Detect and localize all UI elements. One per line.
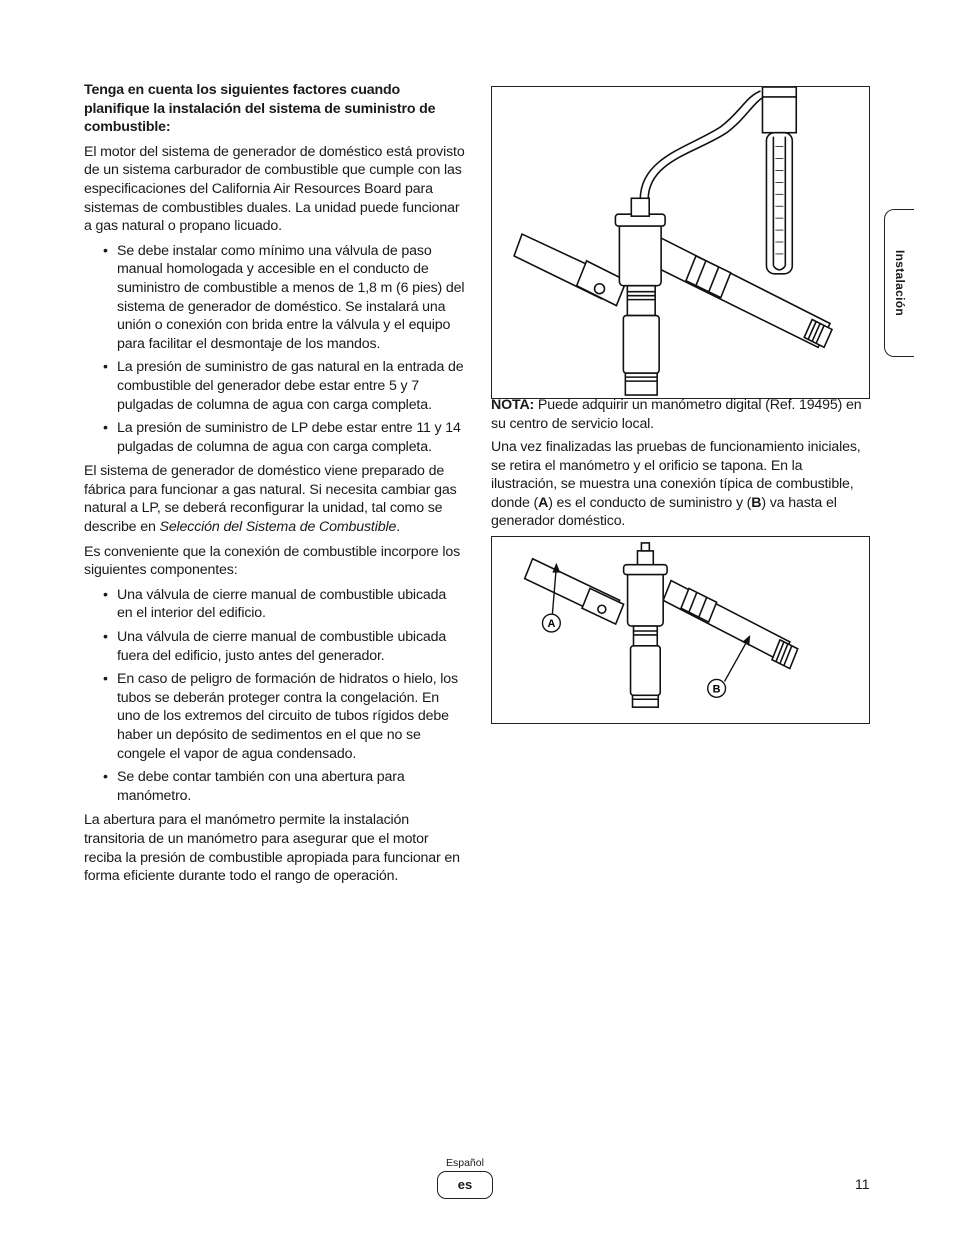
list-item: • Una válvula de cierre manual de combustible ubicada fuera del edificio, justo antes del generador. (84, 628, 465, 665)
list-item: • Se debe contar también con una abertura para manómetro. (84, 768, 465, 805)
list-item: • En caso de peligro de formación de hidratos o hielo, los tubos se deberán proteger contra la congelación. En uno de los extremos del circuito de tubos rígidos debe haber un depósito de sedimentos en el que no se congele el vapor de agua condensado. (84, 670, 465, 763)
label-a: A (538, 494, 549, 511)
fuel-connection-illustration (491, 536, 870, 724)
page-number: 11 (855, 1176, 870, 1192)
requirements-list (84, 242, 465, 457)
left-column (84, 81, 465, 892)
note-text: Puede adquirir un manómetro digital (Ref. 19495) en su centro de servicio local. (491, 397, 862, 432)
language-badge: es (437, 1171, 493, 1199)
paragraph-manometer: La abertura para el manómetro permite la instalación transitoria de un manómetro para asegurar que el motor reciba la presión de combustible apropiada para funcionar en forma eficiente durante todo el rango de operación. (84, 812, 460, 885)
paragraph-intro: El motor del sistema de generador de doméstico está provisto de un sistema carburador de combustible que cumple con las especificaciones del California Air Resources Board para sistemas de combustibles duales. La unidad puede funcionar a gas natural o propano licuado. (84, 143, 465, 235)
list-item: • La presión de suministro de gas natural en la entrada de combustible del generador debe estar entre 5 y 7 pulgadas de columna de agua con carga completa. (84, 358, 465, 414)
footer-language: Español (446, 1157, 484, 1169)
callout-a: A (547, 618, 556, 631)
label-b: B (751, 494, 762, 511)
components-list (84, 586, 465, 806)
callout-b: B (712, 683, 721, 696)
section-heading: Tenga en cuenta los siguientes factores cuando planifique la instalación del sistema de suministro de combustible: (84, 82, 436, 136)
section-tab-label: Instalación (892, 250, 907, 316)
paragraph-connection: Una vez finalizadas las pruebas de funcionamiento iniciales, se retira el manómetro y el orificio se tapona. En la ilustración, se muestra una conexión típica de combustible, donde (A) es el conducto de suministro y (B) va hasta el generador doméstico. (491, 439, 861, 530)
list-item: • Se debe instalar como mínimo una válvula de paso manual homologada y accesible en el conducto de suministro de combustible a menos de 1,8 m (6 pies) del sistema de generador de doméstico. Se instalará una unión o conexión con brida entre la válvula y el equipo para facilitar el desmontaje de los mandos. (84, 242, 465, 354)
note-block (491, 396, 871, 433)
list-item: • La presión de suministro de LP debe estar entre 11 y 14 pulgadas de columna de agua con carga completa. (84, 419, 465, 456)
section-tab (884, 209, 914, 357)
paragraph-fuel-type: El sistema de generador de doméstico viene preparado de fábrica para funcionar a gas natural. Si necesita cambiar gas natural a LP, se deberá reconfigurar la unidad, tal como se describe en Selección del Sistema de Combustible. (84, 463, 457, 536)
paragraph-components: Es conveniente que la conexión de combustible incorpore los siguientes componentes: (84, 543, 461, 579)
section-reference: Selección del Sistema de Combustible (159, 519, 397, 536)
manometer-pipe-drawing (492, 87, 869, 398)
list-item: • Una válvula de cierre manual de combustible ubicada en el interior del edificio. (84, 586, 465, 623)
note-label: NOTA: (491, 397, 535, 413)
manometer-illustration (491, 86, 870, 399)
fuel-connection-drawing (492, 537, 869, 723)
